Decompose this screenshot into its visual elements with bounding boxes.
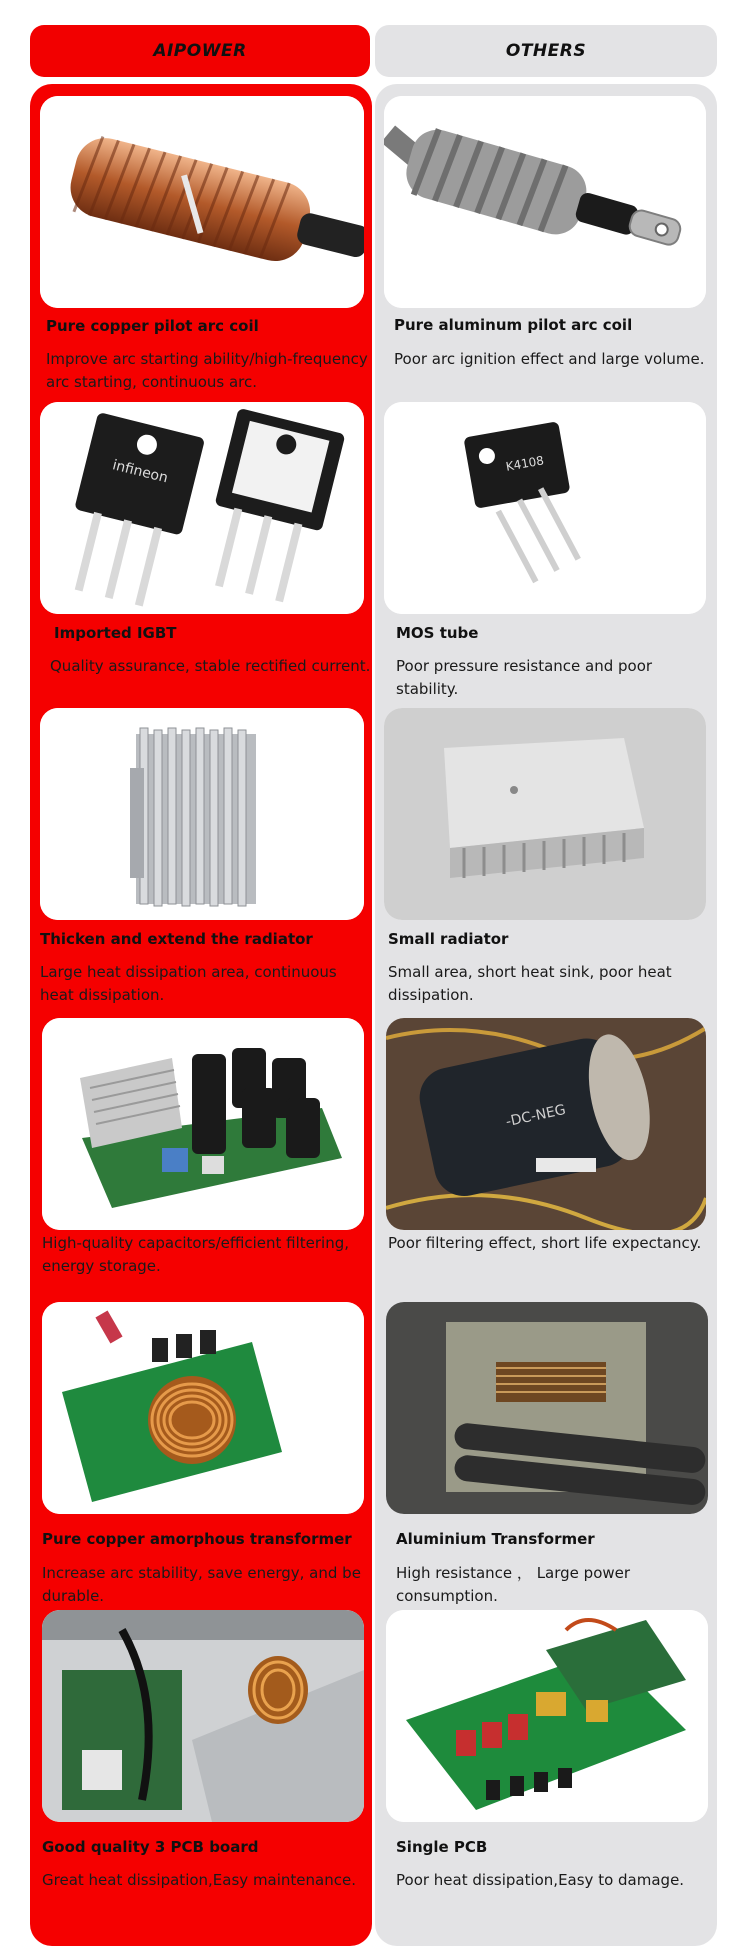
- row6-left-desc: Great heat dissipation,Easy maintenance.: [42, 1871, 356, 1889]
- row5-left-title: Pure copper amorphous transformer: [42, 1530, 352, 1548]
- old-capacitor-image: [386, 1018, 706, 1230]
- svg-text:-DC-NEG: -DC-NEG: [504, 1101, 568, 1131]
- capacitor-board-image: [42, 1018, 364, 1230]
- row5-left-desc: Increase arc stability, save energy, and be durable.: [42, 1564, 361, 1605]
- mos-chip-text: K4108: [504, 453, 545, 474]
- row5-right-title: Aluminium Transformer: [396, 1530, 595, 1548]
- row1-right-desc: Poor arc ignition effect and large volume.: [394, 350, 705, 368]
- row2-left-title: Imported IGBT: [54, 624, 177, 642]
- igbt-image: [40, 402, 364, 614]
- row3-left-desc: Large heat dissipation area, continuous heat dissipation.: [40, 963, 337, 1004]
- aluminium-transformer-image: [386, 1302, 708, 1514]
- row2-right-title: MOS tube: [396, 624, 479, 642]
- row6-left-title: Good quality 3 PCB board: [42, 1838, 259, 1856]
- row6-right-title: Single PCB: [396, 1838, 488, 1856]
- small-radiator-image: [384, 708, 706, 920]
- large-radiator-image: [40, 708, 364, 920]
- row4-left-desc: High-quality capacitors/efficient filtering, energy storage.: [42, 1234, 350, 1275]
- row1-right-title: Pure aluminum pilot arc coil: [394, 316, 633, 334]
- row2-left-desc: Quality assurance, stable rectified current.: [50, 657, 371, 675]
- row1-left-title: Pure copper pilot arc coil: [46, 317, 259, 335]
- triple-pcb-image: [42, 1610, 364, 1822]
- others-header-label: OTHERS: [505, 41, 587, 61]
- row2-right-desc: Poor pressure resistance and poor stability.: [396, 657, 653, 698]
- copper-coil-image: [40, 96, 364, 308]
- row1-left-desc: Improve arc starting ability/high-frequency arc starting, continuous arc.: [46, 350, 368, 391]
- row3-right-title: Small radiator: [388, 930, 509, 948]
- aipower-header: [30, 25, 370, 77]
- copper-transformer-image: [42, 1302, 364, 1514]
- row6-right-desc: Poor heat dissipation,Easy to damage.: [396, 1871, 685, 1889]
- aluminum-coil-image: [384, 96, 706, 308]
- mos-tube-image: [384, 402, 706, 614]
- row5-right-desc: High resistance ， Large power consumption.: [396, 1564, 631, 1605]
- igbt-chip-text: infineon: [110, 457, 170, 487]
- row3-left-title: Thicken and extend the radiator: [40, 930, 313, 948]
- aipower-header-label: AIPOWER: [153, 41, 247, 61]
- row4-right-desc: Poor filtering effect, short life expectancy.: [388, 1234, 702, 1252]
- single-pcb-image: [386, 1610, 708, 1822]
- row3-right-desc: Small area, short heat sink, poor heat dissipation.: [388, 963, 672, 1004]
- others-header: [375, 25, 717, 77]
